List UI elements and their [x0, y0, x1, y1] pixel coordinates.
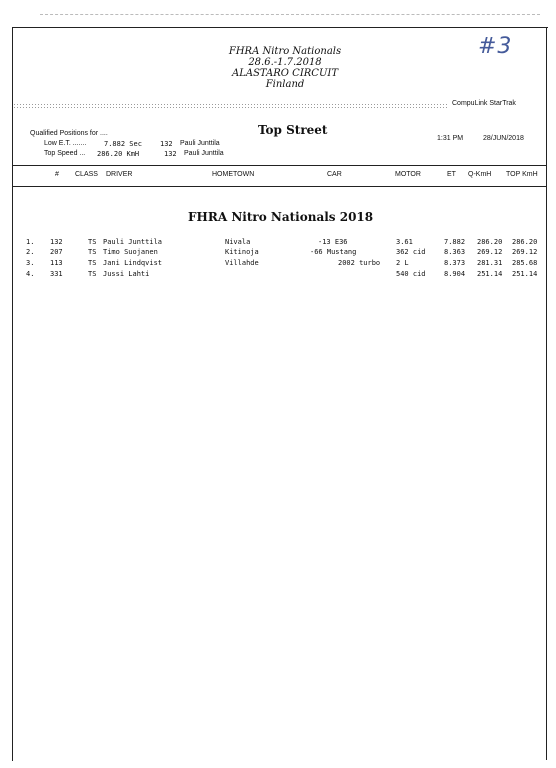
cell-motor: 362 cid: [396, 248, 426, 256]
cell-class: TS: [88, 259, 97, 267]
vendor-label: CompuLink StarTrak: [452, 100, 516, 107]
top-speed-label: Top Speed ...: [44, 150, 86, 157]
event-country: Finland: [265, 79, 305, 90]
cell-motor: 540 cid: [396, 270, 426, 278]
top-speed-value: 286.20 KmH: [97, 150, 140, 158]
cell-pos: 4.: [26, 270, 35, 278]
col-driver: DRIVER: [106, 171, 133, 178]
cell-motor: 3.61: [396, 238, 413, 246]
event-dates: 28.6.-1.7.2018: [248, 57, 322, 68]
qualified-heading: Qualified Positions for ....: [30, 130, 108, 137]
cell-motor: 2 L: [396, 259, 409, 267]
cell-topkmh: 251.14: [512, 270, 538, 278]
cell-topkmh: 286.20: [512, 238, 538, 246]
cell-qkmh: 269.12: [477, 248, 503, 256]
cell-et: 8.904: [444, 270, 466, 278]
cell-class: TS: [88, 238, 97, 246]
col-num: #: [55, 171, 59, 178]
print-time: 1:31 PM: [437, 135, 464, 142]
cell-car: 2002 turbo: [338, 259, 381, 267]
cell-topkmh: 269.12: [512, 248, 538, 256]
cell-num: 113: [50, 259, 63, 267]
col-qkmh: Q-KmH: [468, 171, 492, 178]
cell-car: -66 Mustang: [310, 248, 357, 256]
cell-driver: Timo Suojanen: [103, 248, 158, 256]
cell-qkmh: 251.14: [477, 270, 503, 278]
col-topkmh: TOP KmH: [506, 171, 538, 178]
cell-et: 7.882: [444, 238, 466, 246]
cell-num: 331: [50, 270, 63, 278]
table-row: [0, 237, 556, 247]
low-et-driver: Pauli Junttila: [180, 140, 220, 147]
col-class: CLASS: [75, 171, 98, 178]
low-et-value: 7.882 Sec: [104, 140, 142, 148]
top-dashed-line: [40, 14, 540, 15]
col-motor: MOTOR: [395, 171, 421, 178]
cell-hometown: Nivala: [225, 238, 251, 246]
table-row: [0, 269, 556, 279]
col-et: ET: [447, 171, 456, 178]
handwritten-mark: #3: [478, 34, 513, 59]
header-bottom-rule: [13, 186, 547, 187]
top-speed-car: 132: [164, 150, 177, 158]
event-title: FHRA Nitro Nationals: [228, 46, 342, 57]
low-et-car: 132: [160, 140, 173, 148]
header-top-rule: [13, 165, 547, 166]
col-car: CAR: [327, 171, 342, 178]
cell-class: TS: [88, 248, 97, 256]
cell-pos: 3.: [26, 259, 35, 267]
cell-et: 8.373: [444, 259, 466, 267]
cell-topkmh: 285.68: [512, 259, 538, 267]
cell-class: TS: [88, 270, 97, 278]
session-title: Top Street: [258, 123, 328, 137]
cell-hometown: Kitinoja: [225, 248, 259, 256]
event-venue: ALASTARO CIRCUIT: [231, 68, 338, 79]
cell-hometown: Villahde: [225, 259, 259, 267]
page-frame-right: [546, 27, 547, 760]
cell-driver: Pauli Junttila: [103, 238, 163, 246]
cell-pos: 1.: [26, 238, 35, 246]
cell-driver: Jani Lindqvist: [103, 259, 163, 267]
cell-et: 8.363: [444, 248, 466, 256]
cell-num: 132: [50, 238, 63, 246]
cell-pos: 2.: [26, 248, 35, 256]
event-header: [200, 46, 370, 90]
top-speed-driver: Pauli Junttila: [184, 150, 224, 157]
table-row: [0, 258, 556, 268]
table-row: [0, 247, 556, 257]
cell-qkmh: 286.20: [477, 238, 503, 246]
stipple-band: [13, 103, 449, 110]
cell-qkmh: 281.31: [477, 259, 503, 267]
cell-driver: Jussi Lahti: [103, 270, 150, 278]
cell-car: -13 E36: [318, 238, 348, 246]
col-hometown: HOMETOWN: [212, 171, 255, 178]
cell-num: 207: [50, 248, 63, 256]
table-title: FHRA Nitro Nationals 2018: [188, 210, 374, 224]
print-date: 28/JUN/2018: [483, 135, 524, 142]
low-et-label: Low E.T. .......: [44, 140, 87, 147]
